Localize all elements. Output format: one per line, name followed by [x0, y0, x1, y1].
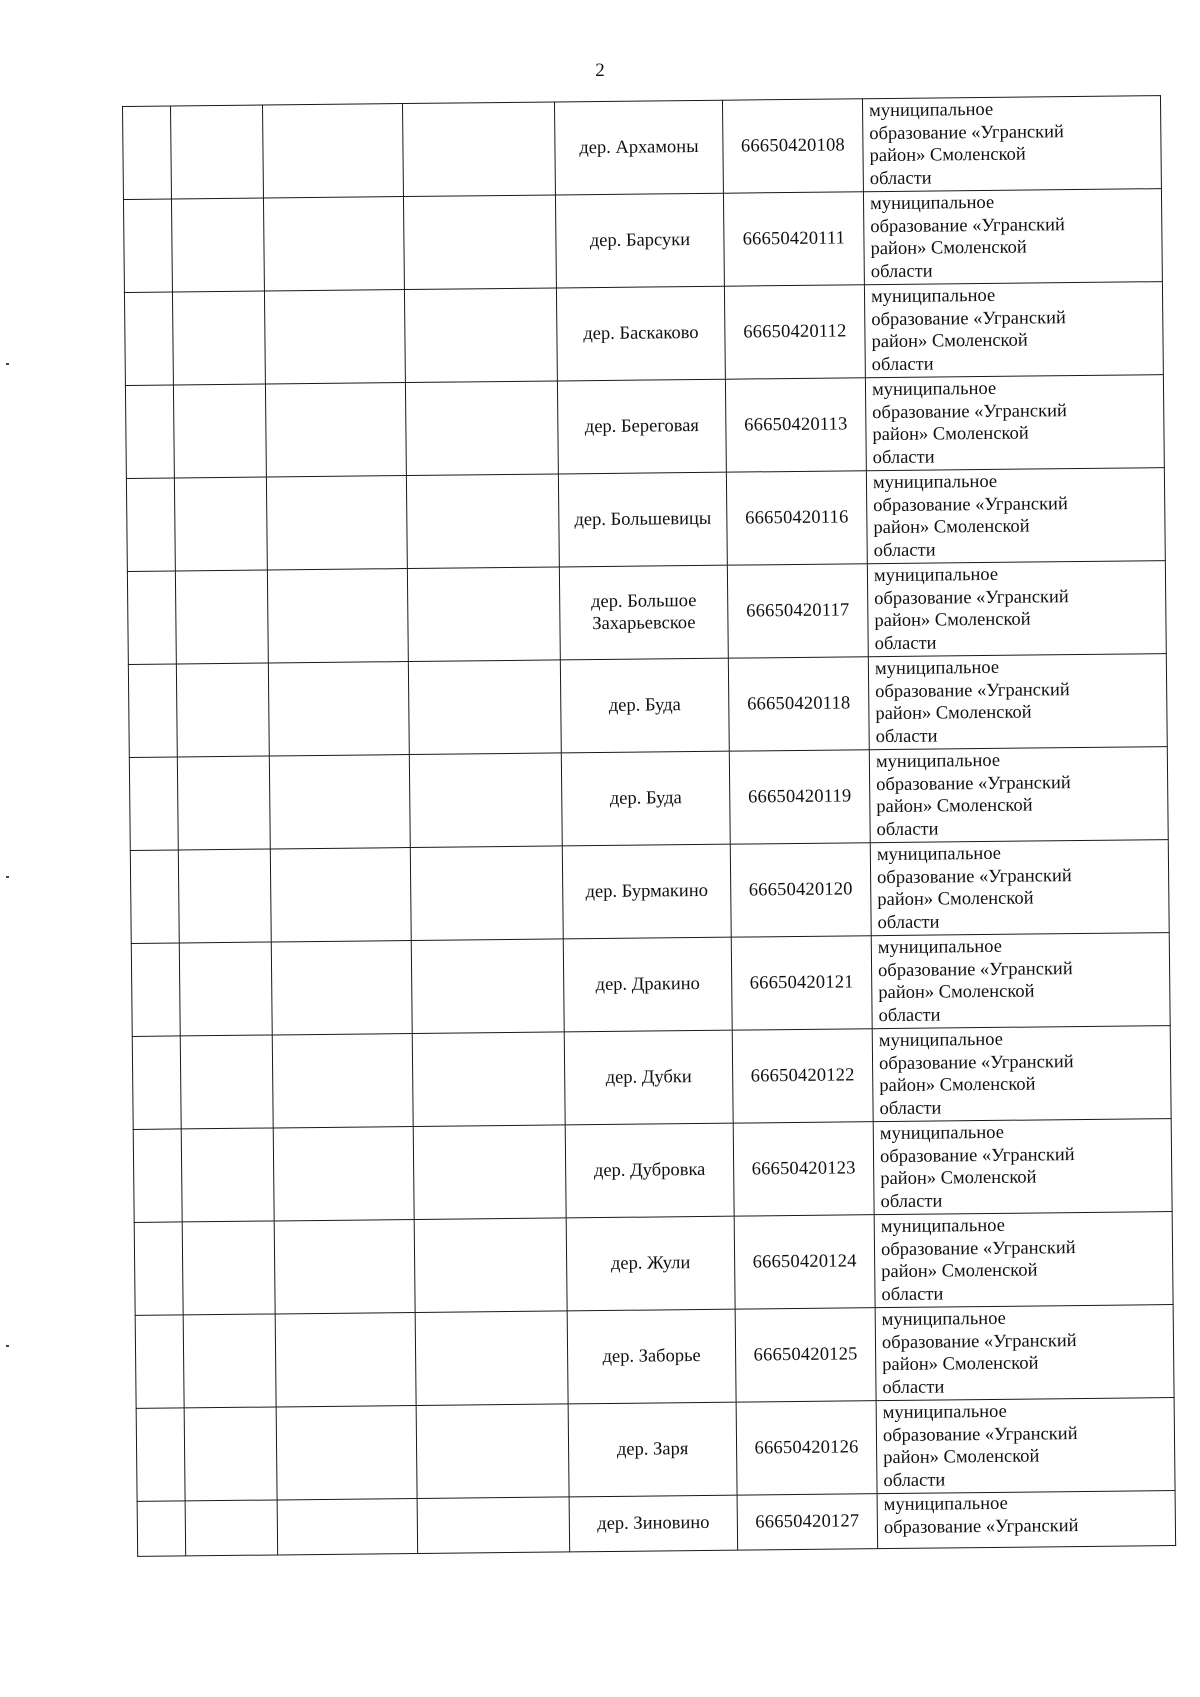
- empty-cell: [171, 105, 264, 199]
- municipality-line: образование «Угранский: [882, 1423, 1078, 1446]
- municipality-cell: [862, 96, 1161, 192]
- oktmo-code-cell: 66650420118: [728, 657, 869, 751]
- municipality-line: район» Смоленской: [878, 981, 1035, 1004]
- municipality-line: области: [881, 1283, 944, 1305]
- empty-cell: [412, 1032, 565, 1127]
- oktmo-code-cell: 66650420126: [736, 1401, 877, 1495]
- scan-margin-mark: [6, 1345, 9, 1347]
- table-row: [124, 282, 1163, 386]
- empty-cell: [175, 570, 268, 664]
- municipality-line: области: [872, 447, 935, 468]
- empty-cell: [417, 1497, 570, 1554]
- empty-cell: [130, 850, 179, 943]
- empty-cell: [176, 663, 269, 757]
- municipality-line: области: [875, 725, 938, 747]
- table-body: [123, 96, 1176, 1557]
- municipality-line: муниципальное: [883, 1493, 1008, 1516]
- municipality-line: области: [882, 1376, 945, 1398]
- settlement-name-cell: дер. Буда: [560, 658, 729, 753]
- municipality-line: образование «Угранский: [869, 121, 1065, 144]
- table-row: [127, 561, 1166, 665]
- settlement-name-cell: дер. Буда: [561, 751, 730, 846]
- empty-cell: [413, 1125, 566, 1220]
- municipality-line: муниципальное: [875, 750, 1001, 773]
- empty-cell: [127, 571, 176, 664]
- municipality-line: области: [873, 540, 936, 561]
- table-row: [136, 1398, 1175, 1502]
- municipality-line: район» Смоленской: [874, 609, 1031, 632]
- municipality-line: район» Смоленской: [877, 888, 1034, 911]
- empty-cell: [270, 848, 411, 942]
- settlement-name-cell: дер. Жули: [566, 1216, 735, 1311]
- scan-margin-mark: [6, 876, 9, 878]
- table-row: [123, 189, 1162, 293]
- table-row: [131, 933, 1170, 1037]
- municipality-line: образование «Угранский: [870, 214, 1065, 237]
- municipality-line: области: [877, 911, 940, 933]
- municipality-line: области: [876, 818, 939, 840]
- empty-cell: [134, 1222, 183, 1315]
- municipality-line: образование «Угранский: [872, 400, 1067, 423]
- oktmo-code-cell: 66650420124: [734, 1215, 875, 1309]
- settlement-name-cell: дер. Большевицы: [558, 472, 727, 567]
- municipality-line: области: [883, 1469, 946, 1491]
- empty-cell: [137, 1501, 186, 1556]
- settlement-name-cell: дер. Бурмакино: [562, 844, 731, 939]
- municipality-line: области: [869, 168, 932, 189]
- municipality-line: образование «Угранский: [874, 586, 1069, 609]
- empty-cell: [276, 1405, 417, 1499]
- municipality-line: образование «Угранский: [877, 865, 1072, 888]
- municipality-line: муниципальное: [877, 936, 1003, 959]
- municipality-line: муниципальное: [882, 1401, 1007, 1424]
- municipality-line: район» Смоленской: [879, 1074, 1036, 1097]
- empty-cell: [181, 1128, 274, 1222]
- oktmo-code-cell: 66650420120: [730, 843, 871, 937]
- settlement-name-cell: дер. Баскаково: [556, 286, 725, 381]
- empty-cell: [277, 1498, 418, 1554]
- empty-cell: [126, 478, 175, 571]
- empty-cell: [272, 1034, 413, 1128]
- municipality-line: район» Смоленской: [883, 1446, 1040, 1469]
- empty-cell: [275, 1312, 416, 1406]
- empty-cell: [131, 943, 180, 1036]
- municipality-line: области: [871, 354, 934, 375]
- empty-cell: [405, 381, 558, 476]
- oktmo-code-cell: 66650420122: [732, 1029, 873, 1123]
- empty-cell: [265, 383, 406, 477]
- empty-cell: [132, 1036, 181, 1129]
- municipality-line: образование «Угранский: [875, 679, 1070, 702]
- municipality-cell: [874, 1212, 1173, 1308]
- empty-cell: [274, 1220, 415, 1314]
- municipality-line: район» Смоленской: [873, 516, 1030, 539]
- municipality-line: области: [874, 633, 937, 654]
- municipality-line: район» Смоленской: [871, 330, 1028, 353]
- table-row: [129, 747, 1168, 851]
- municipality-cell: [865, 375, 1164, 471]
- table-row: [133, 1119, 1172, 1223]
- empty-cell: [183, 1314, 276, 1408]
- municipality-cell: [867, 561, 1166, 657]
- empty-cell: [178, 849, 271, 943]
- oktmo-code-cell: 66650420112: [724, 285, 865, 379]
- table-row: [130, 840, 1169, 944]
- empty-cell: [402, 102, 555, 197]
- oktmo-code-cell: 66650420117: [727, 564, 868, 658]
- empty-cell: [269, 755, 410, 849]
- municipality-line: образование «Угранский: [881, 1330, 1077, 1353]
- municipality-cell: [871, 933, 1170, 1029]
- empty-cell: [409, 753, 562, 848]
- oktmo-code-cell: 66650420119: [729, 750, 870, 844]
- municipality-cell: [864, 282, 1163, 378]
- municipality-line: образование «Угранский: [879, 1144, 1075, 1167]
- municipality-line: муниципальное: [876, 843, 1002, 866]
- page-number: 2: [595, 60, 605, 81]
- municipality-cell: [875, 1305, 1174, 1401]
- empty-cell: [262, 104, 403, 198]
- municipality-line: муниципальное: [868, 99, 994, 122]
- municipality-line: образование «Угранский: [883, 1515, 1079, 1538]
- empty-cell: [415, 1311, 568, 1406]
- municipality-line: муниципальное: [869, 192, 995, 215]
- table-row: [134, 1212, 1173, 1316]
- empty-cell: [172, 291, 265, 385]
- municipality-cell: [876, 1398, 1175, 1494]
- municipality-line: муниципальное: [870, 285, 996, 308]
- municipality-line: муниципальное: [878, 1029, 1004, 1052]
- empty-cell: [271, 941, 412, 1035]
- table-row: [132, 1026, 1171, 1130]
- empty-cell: [263, 197, 404, 291]
- municipality-cell: [869, 747, 1168, 843]
- empty-cell: [125, 385, 174, 478]
- settlement-name-cell: дер. Дракино: [563, 937, 732, 1032]
- settlement-name-cell: дер. Береговая: [557, 379, 726, 474]
- oktmo-code-cell: 66650420121: [731, 936, 872, 1030]
- empty-cell: [411, 939, 564, 1034]
- municipality-line: муниципальное: [871, 378, 997, 401]
- empty-cell: [403, 195, 556, 290]
- settlement-name-cell: дер. Дубки: [564, 1030, 733, 1125]
- oktmo-code-cell: 66650420127: [737, 1494, 878, 1550]
- municipality-line: области: [879, 1097, 942, 1119]
- oktmo-code-cell: 66650420113: [725, 378, 866, 472]
- settlement-name-cell: дер. Заборье: [567, 1309, 736, 1404]
- municipality-cell: [863, 189, 1162, 285]
- empty-cell: [408, 660, 561, 755]
- empty-cell: [268, 662, 409, 756]
- municipality-line: муниципальное: [874, 657, 1000, 680]
- oktmo-code-cell: 66650420123: [733, 1122, 874, 1216]
- empty-cell: [179, 942, 272, 1036]
- empty-cell: [174, 477, 267, 571]
- empty-cell: [407, 567, 560, 662]
- empty-cell: [410, 846, 563, 941]
- municipality-line: муниципальное: [872, 471, 998, 494]
- settlement-name-cell: дер. Зиновино: [569, 1495, 738, 1552]
- municipality-line: район» Смоленской: [876, 795, 1033, 818]
- settlement-name-cell: дер. Заря: [568, 1402, 737, 1497]
- municipality-cell: [868, 654, 1167, 750]
- municipality-cell: [877, 1491, 1176, 1549]
- empty-cell: [414, 1218, 567, 1313]
- municipality-line: район» Смоленской: [880, 1167, 1037, 1190]
- municipality-line: муниципальное: [881, 1308, 1006, 1331]
- oktmo-code-cell: 66650420125: [735, 1308, 876, 1402]
- settlement-name-cell: дер. Дубровка: [565, 1123, 734, 1218]
- empty-cell: [182, 1221, 275, 1315]
- table-row: [123, 96, 1162, 200]
- empty-cell: [123, 106, 172, 199]
- empty-cell: [177, 756, 270, 850]
- municipality-line: области: [880, 1190, 943, 1212]
- municipality-cell: [873, 1119, 1172, 1215]
- empty-cell: [180, 1035, 273, 1129]
- empty-cell: [173, 384, 266, 478]
- empty-cell: [406, 474, 559, 569]
- municipality-cell: [870, 840, 1169, 936]
- municipality-line: образование «Угранский: [877, 958, 1073, 981]
- empty-cell: [135, 1315, 184, 1408]
- oktmo-code-cell: 66650420108: [722, 99, 863, 193]
- empty-cell: [136, 1408, 185, 1501]
- municipality-line: район» Смоленской: [870, 237, 1027, 260]
- municipality-cell: [866, 468, 1165, 564]
- empty-cell: [128, 664, 177, 757]
- table-row: [125, 375, 1164, 479]
- empty-cell: [185, 1500, 278, 1556]
- municipality-line: муниципальное: [880, 1215, 1005, 1238]
- municipality-line: район» Смоленской: [882, 1353, 1039, 1376]
- empty-cell: [123, 199, 172, 292]
- empty-cell: [264, 290, 405, 384]
- municipality-line: муниципальное: [879, 1122, 1004, 1145]
- municipality-line: район» Смоленской: [875, 702, 1032, 725]
- oktmo-code-cell: 66650420111: [723, 192, 864, 286]
- table-row: [135, 1305, 1174, 1409]
- empty-cell: [266, 476, 407, 570]
- empty-cell: [133, 1129, 182, 1222]
- settlements-table: [122, 95, 1176, 1557]
- municipality-line: образование «Угранский: [878, 1051, 1074, 1074]
- table-row: [126, 468, 1165, 572]
- municipality-line: муниципальное: [873, 564, 999, 587]
- municipality-line: район» Смоленской: [869, 144, 1026, 167]
- municipality-line: области: [878, 1004, 941, 1026]
- settlement-name-cell: дер. Архамоны: [554, 100, 723, 195]
- empty-cell: [273, 1127, 414, 1221]
- settlement-name-cell: дер. Барсуки: [555, 193, 724, 288]
- municipality-line: образование «Угранский: [871, 307, 1066, 330]
- empty-cell: [129, 757, 178, 850]
- empty-cell: [124, 292, 173, 385]
- municipality-line: области: [870, 261, 933, 282]
- municipality-cell: [872, 1026, 1171, 1122]
- municipality-line: образование «Угранский: [873, 493, 1068, 516]
- empty-cell: [404, 288, 557, 383]
- table-row: [128, 654, 1167, 758]
- empty-cell: [184, 1407, 277, 1501]
- oktmo-code-cell: 66650420116: [726, 471, 867, 565]
- municipality-line: район» Смоленской: [872, 423, 1029, 446]
- scan-margin-mark: [6, 363, 9, 365]
- municipality-line: образование «Угранский: [880, 1237, 1076, 1260]
- empty-cell: [416, 1404, 569, 1499]
- settlement-name-cell: дер. Большое Захарьевское: [559, 565, 728, 660]
- empty-cell: [267, 569, 408, 663]
- municipality-line: район» Смоленской: [881, 1260, 1038, 1283]
- municipality-line: образование «Угранский: [876, 772, 1071, 795]
- empty-cell: [171, 198, 264, 292]
- table-row: [137, 1491, 1176, 1557]
